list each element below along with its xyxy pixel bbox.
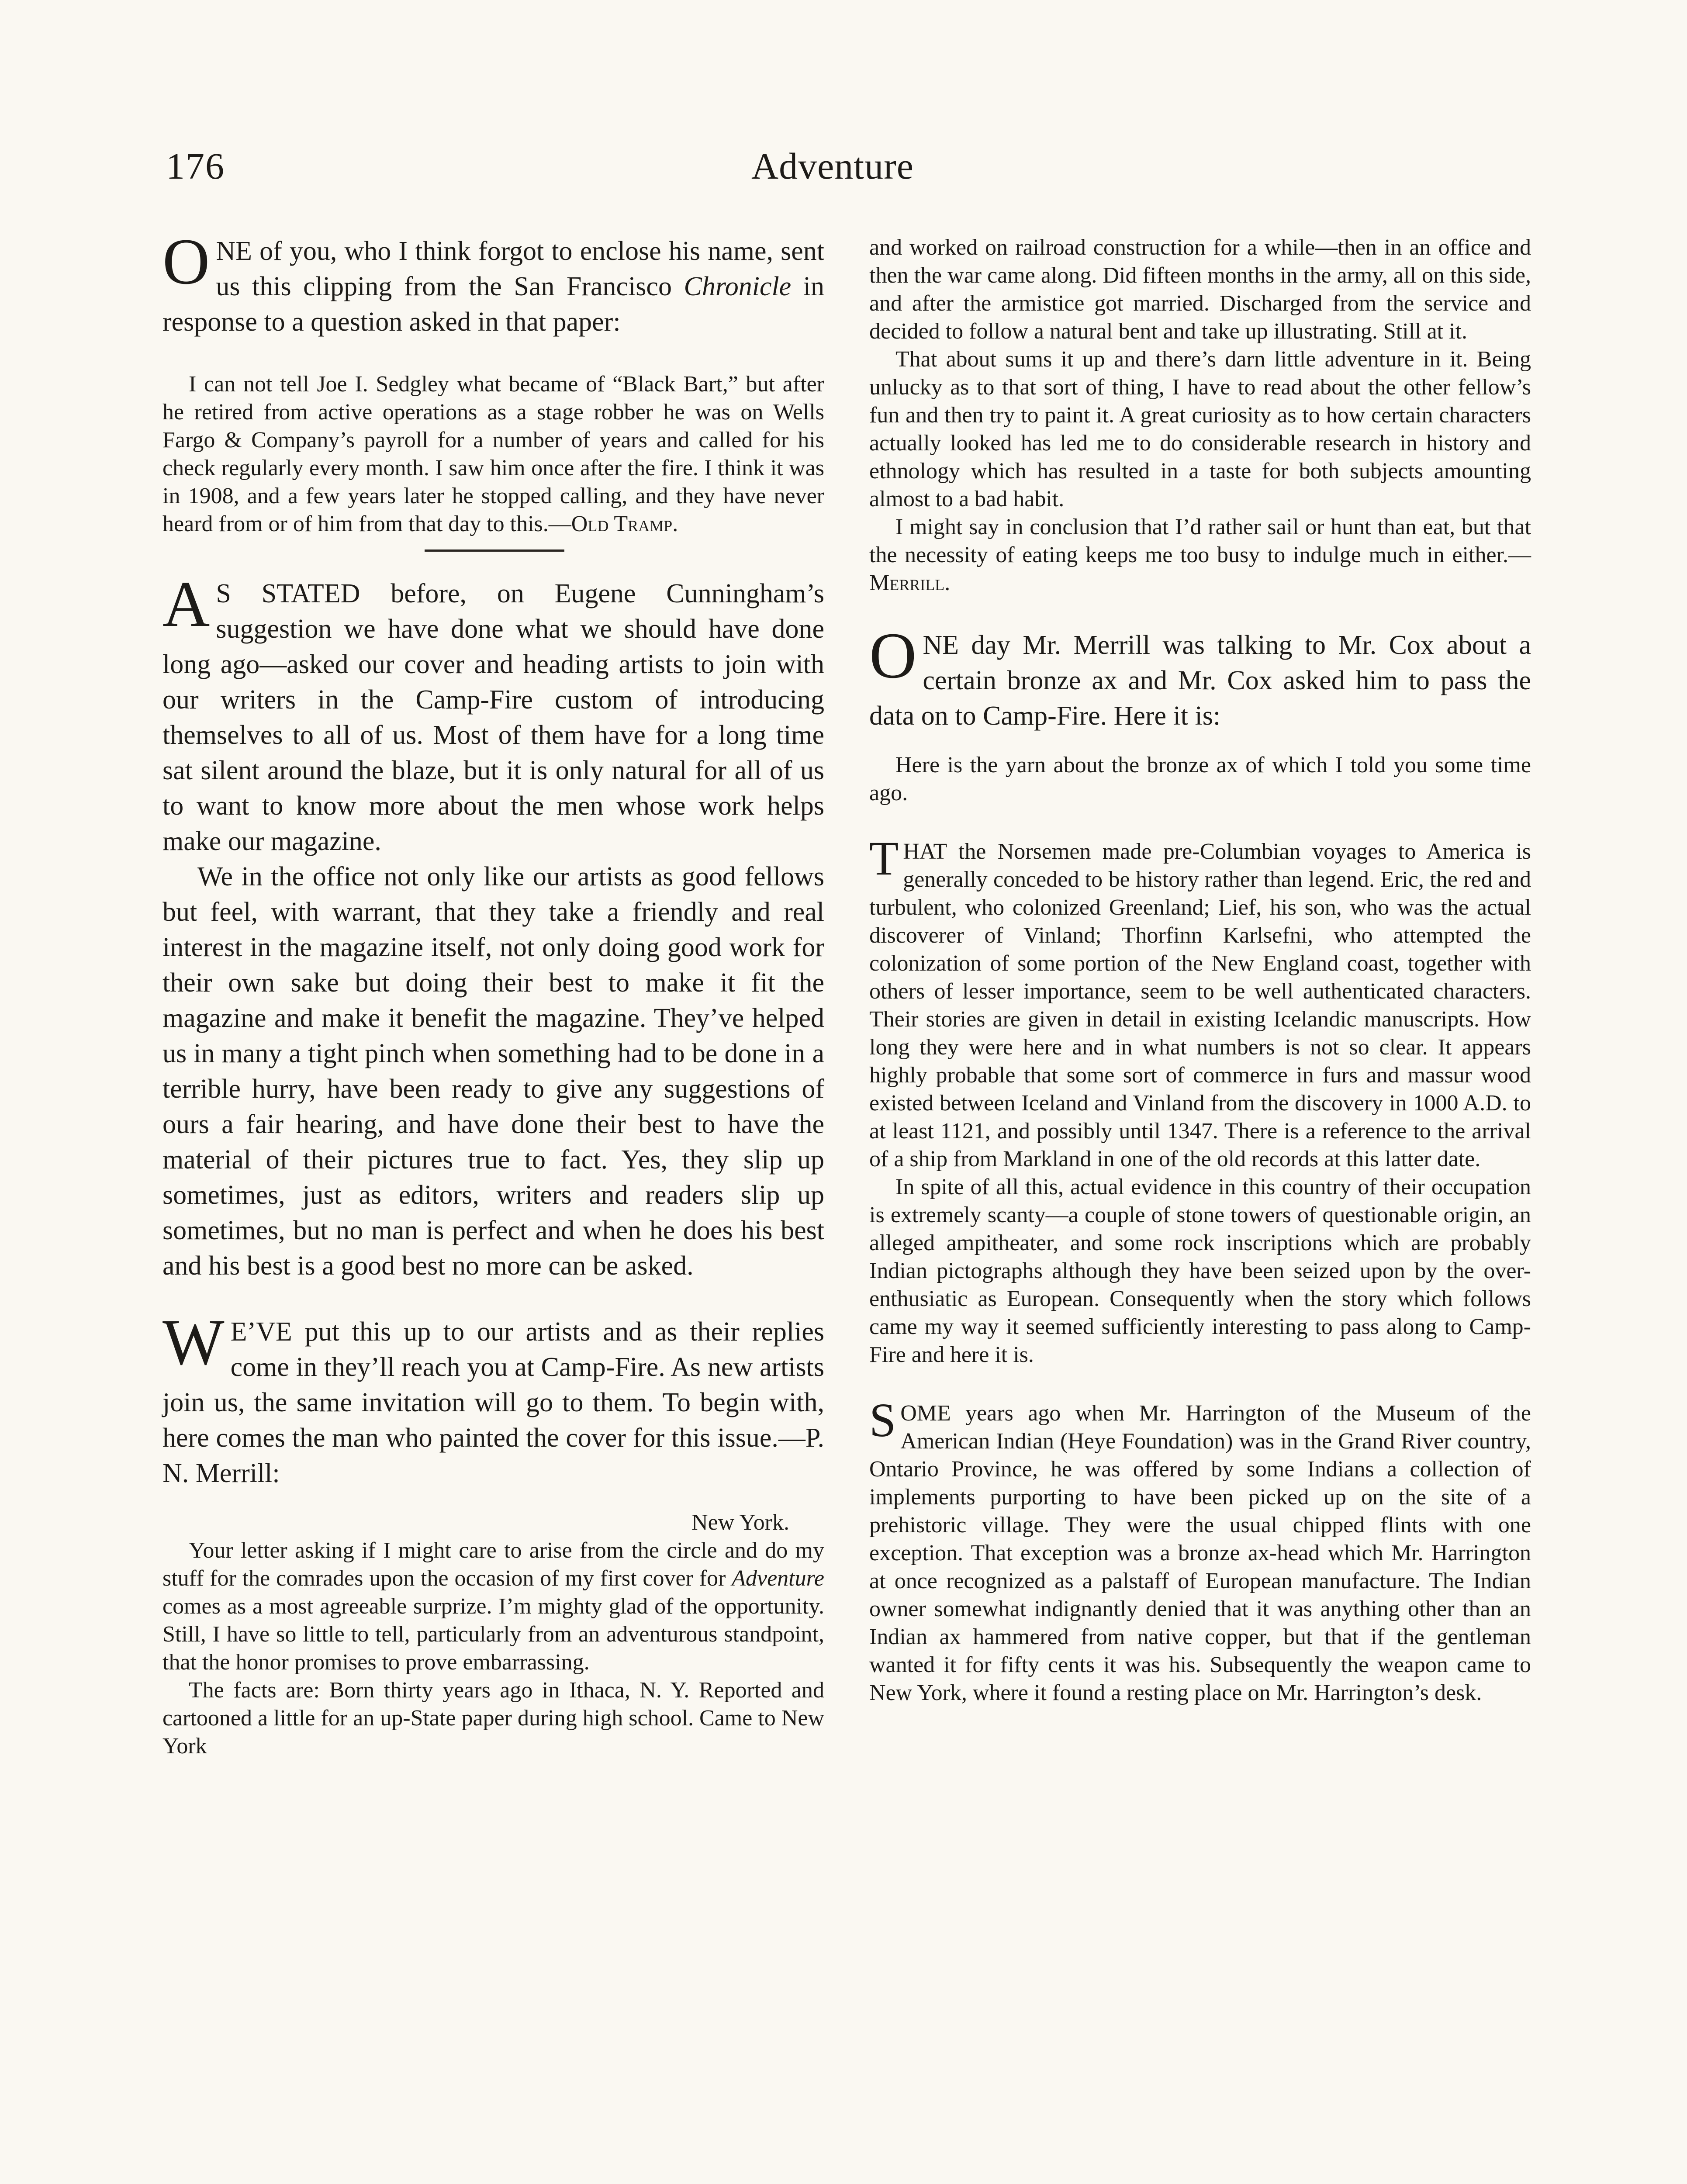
yarn-intro: Here is the yarn about the bronze ax of which I told you some time ago. xyxy=(869,753,1531,805)
dropcap: W xyxy=(162,1306,225,1379)
magazine-title: Adventure xyxy=(751,145,914,187)
section-divider xyxy=(425,549,564,552)
intro-paragraph: ONE of you, who I think forgot to enclose his name, sent us this clipping from the San Francisco Chronicle in response to a question asked in that paper: xyxy=(162,225,824,337)
page-number: 176 xyxy=(166,145,225,187)
evidence-paragraph: In spite of all this, actual evidence in this country of their occupation is extremely scanty—a couple of stone towers of questionable origin, an alleged ampitheater, and some rock inscriptions which are probably Indian pictographs although they have been seized upon by the over-enthusiatic as European. Consequently when the story which follows came my way it seemed sufficiently interesting to pass along to Camp-Fire and here it is. xyxy=(869,1175,1531,1367)
dropcap: A xyxy=(162,568,210,640)
dropcap: O xyxy=(869,619,917,692)
clipping-signature: Old Tramp. xyxy=(571,511,678,536)
left-column xyxy=(162,225,824,1760)
dropcap: T xyxy=(869,832,899,885)
norsemen-paragraph: THAT the Norsemen made pre-Columbian voyages to America is generally conceded to be history rather than legend. Eric, the red and turbulent, who colonized Greenland; Lief, his son, who was the actual discoverer of Vinland; Thorfinn Karlsefni, who attempted the colonization of some portion of the New England coast, together with others of lesser importance, seem to be well authenticated characters. Their stories are given in detail in existing Icelandic manuscripts. How long they were here and in what numbers is not so clear. It appears highly probable that some sort of commerce in furs and massur wood existed between Iceland and Vinland from the discovery in 1000 A.D. to at least 1121, and possibly until 1347. There is a reference to the arrival of a ship from Markland in one of the old records at this latter date. xyxy=(869,832,1531,1171)
weve-paragraph: W E’VE put this up to our artists and as their replies come in they’ll reach you at Camp-Fire. As new artists join us, the same invitation will go to them. To begin with, here comes the man who painted the cover for this issue.—P. N. Merrill: xyxy=(162,1306,824,1488)
newspaper-name: Chronicle xyxy=(684,272,792,301)
dropcap: S xyxy=(869,1393,896,1447)
letter-paragraph: I might say in conclusion that I’d rather sail or hunt than eat, but that the necessity of eating keeps me too busy to indulge much in either.—Merrill. xyxy=(869,515,1531,595)
newspaper-clipping: I can not tell Joe I. Sedgley what became of “Black Bart,” but after he retired from active operations as a stage robber he was on Wells Fargo & Company’s payroll for a number of years and called for his check regularly every month. I saw him once after the fire. I think it was in 1908, and a few years later he stopped calling, and they have never heard from or of him from that day to this.—Old Tramp. xyxy=(162,372,824,536)
harrington-paragraph: SOME years ago when Mr. Harrington of the Museum of the American Indian (Heye Foundation) was in the Grand River country, Ontario Province, he was offered by some Indians a collection of implements purporting to have been picked up on the site of a prehistoric village. They were the usual chipped flints with one exception. That exception was a bronze ax-head which Mr. Harrington at once recognized as a palstaff of European manufacture. The Indian owner somewhat indignantly denied that it was anything other than an Indian ax hammered from native copper, but that if the gentleman wanted it for fifty cents it was his. Subsequently the weapon came to New York, where it found a resting place on Mr. Harrington’s desk. xyxy=(869,1393,1531,1705)
magazine-name: Adventure xyxy=(732,1566,824,1591)
letter-paragraph: Your letter asking if I might care to arise from the circle and do my stuff for the comrades upon the occasion of my first cover for Adventure comes as a most agreeable surprize. I’m mighty glad of the opportunity. Still, I have so little to tell, particularly from an adventurous standpoint, that the honor promises to prove embarrassing. xyxy=(162,1538,824,1675)
office-paragraph: We in the office not only like our artists as good fellows but feel, with warrant, that they take a friendly and real interest in the magazine itself, not only doing good work for their own sake but doing their best to make it fit the magazine and make it benefit the magazine. They’ve helped us in many a tight pinch when something had to be done in a terrible hurry, have been ready to give any suggestions of ours a fair hearing, and have done their best to have the material of their pictures true to fact. Yes, they slip up sometimes, just as editors, writers and readers slip up sometimes, but no man is perfect and when he does his best and his best is a good best no more can be asked. xyxy=(162,862,824,1281)
letter-paragraph: The facts are: Born thirty years ago in Ithaca, N. Y. Reported and cartooned a little for an up-State paper during high school. Came to New York xyxy=(162,1678,824,1759)
letter-signature: Merrill. xyxy=(869,570,951,595)
oneday-paragraph: ONE day Mr. Merrill was talking to Mr. Cox about a certain bronze ax and Mr. Cox asked him to pass the data on to Camp-Fire. Here it is: xyxy=(869,619,1531,731)
letter-continuation: and worked on railroad construction for a while—then in an office and then the war came along. Did fifteen months in the army, all on this side, and after the armistice got married. Discharged from the service and decided to follow a natural bent and take up illustrating. Still at it. xyxy=(869,235,1531,344)
letter-paragraph: That about sums it up and there’s darn little adventure in it. Being unlucky as to that sort of thing, I have to read about the other fellow’s fun and then try to paint it. A great curiosity as to how certain characters actually looked has led me to do considerable research in history and ethnology which has resulted in a taste for both subjects amounting almost to a bad habit. xyxy=(869,347,1531,511)
letter-place: New York. xyxy=(691,1510,789,1535)
dropcap: O xyxy=(162,225,210,298)
right-column xyxy=(869,234,1531,1707)
stated-paragraph: A S STATED before, on Eugene Cunningham’s suggestion we have done what we should have done long ago—asked our cover and heading artists to join with our writers in the Camp-Fire custom of introducing themselves to all of us. Most of them have for a long time sat silent around the blaze, but it is only natural for all of us to want to know more about the men whose work helps make our magazine. xyxy=(162,568,824,856)
